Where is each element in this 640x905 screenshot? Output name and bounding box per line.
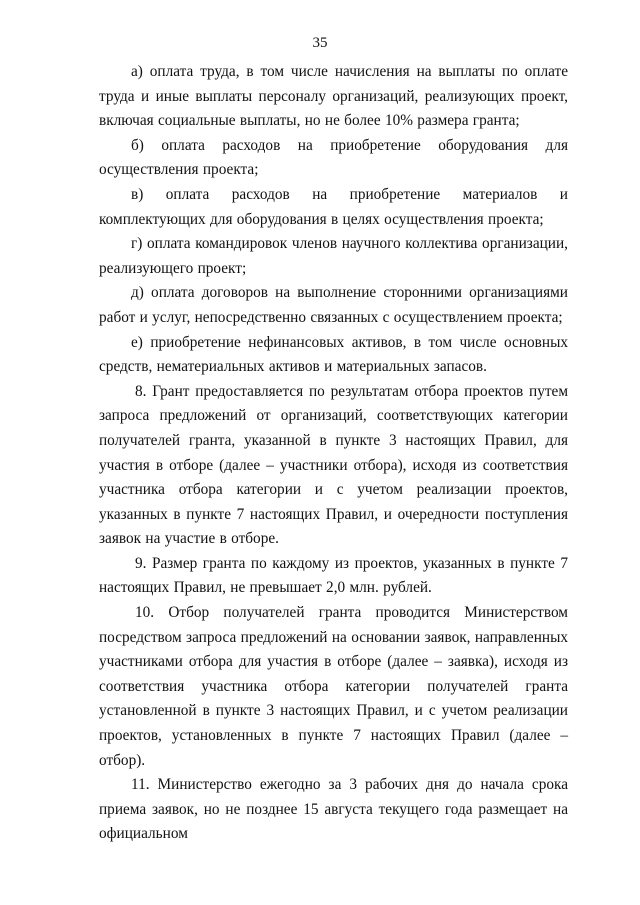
paragraph-item-v: в) оплата расходов на приобретение материалов и комплектующих для оборудования в целях осуществления проекта; (99, 185, 568, 228)
document-body (99, 60, 568, 847)
paragraph-item-d: д) оплата договоров на выполнение сторонними организациями работ и услуг, непосредственно связанных с осуществлением проекта; (99, 284, 568, 326)
paragraph-clause-11: 11. Министерство ежегодно за 3 рабочих дня до начала срока приема заявок, но не позднее 15 августа текущего года размещает на официальном (99, 776, 568, 843)
page-number: 35 (312, 35, 328, 51)
paragraph-clause-9: 9. Размер гранта по каждому из проектов, указанных в пункте 7 настоящих Правил, не превышает 2,0 млн. рублей. (99, 554, 568, 597)
paragraph-clause-10: 10. Отбор получателей гранта проводится Министерством посредством запроса предложений на основании заявок, направленных участниками отбора для участия в отборе (далее – заявка), исходя из соответствия участника отбора категории получателей гранта установленной в пункте 3 настоящих Правил, и с учетом реализации проектов, установленных в пункте 7 настоящих Правил (далее – отбор). (99, 604, 568, 769)
paragraph-item-b: б) оплата расходов на приобретение оборудования для осуществления проекта; (99, 136, 568, 179)
paragraph-clause-8: 8. Грант предоставляется по результатам отбора проектов путем запроса предложений от организаций, соответствующих категории получателей гранта, указанной в пункте 3 настоящих Правил, для участия в отборе (далее – участники отбора), исходя из соответствия участника отбора категории и с учетом реализации проектов, указанных в пункте 7 настоящих Правил, и очередности поступления заявок на участие в отборе. (99, 382, 568, 548)
paragraph-item-g: г) оплата командировок членов научного коллектива организации, реализующего проект; (99, 235, 568, 277)
paragraph-item-a: а) оплата труда, в том числе начисления на выплаты по оплате труда и иные выплаты персоналу организаций, реализующих проект, включая социальные выплаты, но не более 10% размера гранта; (99, 63, 568, 130)
paragraph-item-e: е) приобретение нефинансовых активов, в том числе основных средств, нематериальных активов и материальных запасов. (99, 333, 568, 376)
